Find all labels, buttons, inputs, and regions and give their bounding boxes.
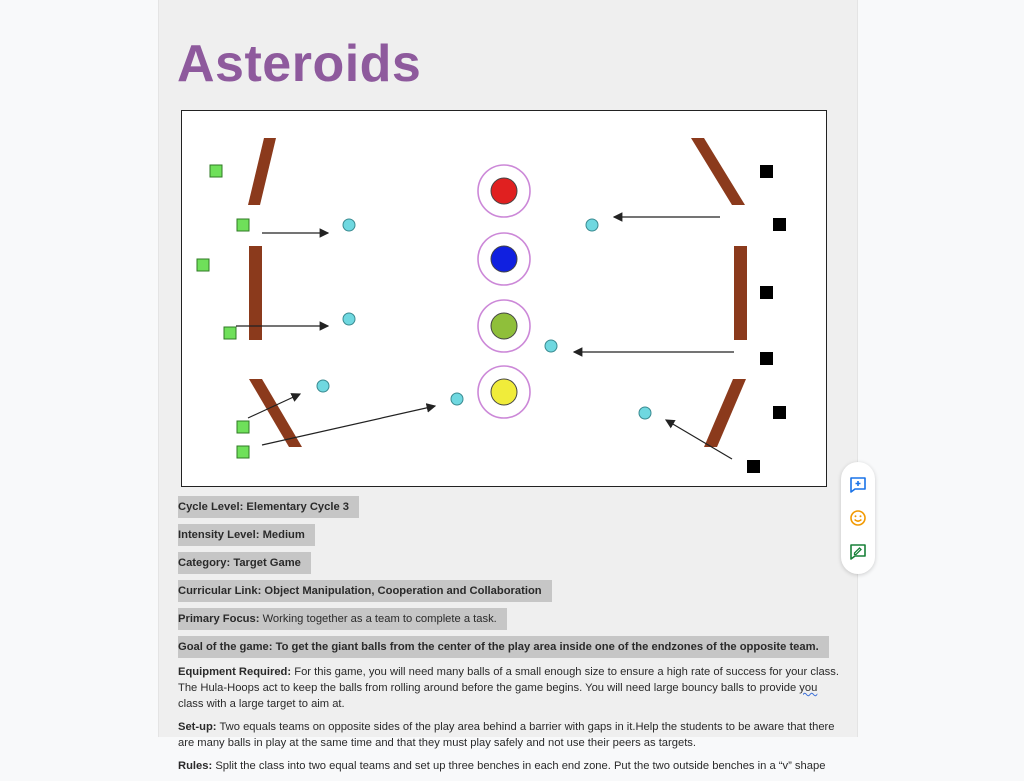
player-green [237,446,249,458]
small-ball [545,340,557,352]
game-diagram [181,110,827,487]
bench-left-bottom [249,379,302,447]
bench-right-middle [734,246,747,340]
field-value: Target Game [233,557,301,569]
giant-ball-olive [491,313,517,339]
rules-text: Split the class into two equal teams and set up three benches in each end zone. Put the two outside benches in a “v” shape [215,760,826,772]
field-line [178,496,840,518]
player-black [760,352,773,365]
field-value: Object Manipulation, Cooperation and Collaboration [264,585,542,597]
equipment-text: For this game, you will need many balls of a small enough size to ensure a high rate of success for your class. The Hula-Hoops act to keep the balls from rolling around before the game begins. You will need large bouncy balls to provide [178,666,839,694]
player-black [773,218,786,231]
misspelled-word[interactable]: you [799,682,818,694]
field-line [178,636,840,658]
field-label: Primary Focus: [178,613,260,625]
add-comment-icon [849,476,867,494]
emoji-reaction-button[interactable] [848,508,868,528]
field-label: Goal of the game: [178,641,273,653]
field-label: Curricular Link: [178,585,262,597]
field-line [178,608,840,630]
game-details [178,496,840,781]
giant-ball-blue [491,246,517,272]
small-ball [343,313,355,325]
rules-label: Rules: [178,760,213,772]
field-line [178,552,840,574]
field-line [178,580,840,602]
highlighted-text [178,552,311,574]
player-green [210,165,222,177]
field-line [178,524,840,546]
equipment-paragraph [178,664,840,712]
highlighted-text [178,636,829,658]
player-green [237,421,249,433]
highlighted-text [178,524,315,546]
player-green [224,327,236,339]
giant-ball-yellow [491,379,517,405]
small-ball [343,219,355,231]
setup-text: Two equals teams on opposite sides of the play area behind a barrier with gaps in it.Help the students to be aware that there are many balls in play at the same time and that they must play safely and not use their peers as targets. [178,721,835,749]
field-value: Elementary Cycle 3 [246,501,350,513]
add-comment-button[interactable] [848,475,868,495]
player-black [760,286,773,299]
rules-paragraph [178,758,840,774]
bench-right-top [691,138,745,205]
small-ball [639,407,651,419]
equipment-label: Equipment Required: [178,666,292,678]
bench-right-bottom [704,379,746,447]
player-black [773,406,786,419]
side-action-panel [841,462,875,574]
field-label: Category: [178,557,231,569]
field-list [178,496,840,658]
setup-paragraph [178,719,840,751]
player-black [747,460,760,473]
player-green [237,219,249,231]
small-ball [451,393,463,405]
suggest-edit-icon [849,543,867,561]
setup-label: Set-up: [178,721,217,733]
small-ball [317,380,329,392]
bench-left-top [248,138,276,205]
field-value: Medium [262,529,305,541]
field-value: To get the giant balls from the center of the play area inside one of the endzones of the opposite team. [275,641,819,653]
highlighted-text [178,608,507,630]
field-label: Intensity Level: [178,529,260,541]
play-area-svg [182,111,826,486]
highlighted-text [178,580,552,602]
emoji-reaction-icon [849,509,867,527]
suggest-edit-button[interactable] [848,542,868,562]
small-ball [586,219,598,231]
field-value: Working together as a team to complete a task. [262,613,497,625]
page-title: Asteroids [177,35,422,93]
player-green [197,259,209,271]
document-page [158,0,858,772]
giant-ball-red [491,178,517,204]
highlighted-text [178,496,359,518]
equipment-text-end: class with a large target to aim at. [178,698,345,710]
field-label: Cycle Level: [178,501,244,513]
player-black [760,165,773,178]
